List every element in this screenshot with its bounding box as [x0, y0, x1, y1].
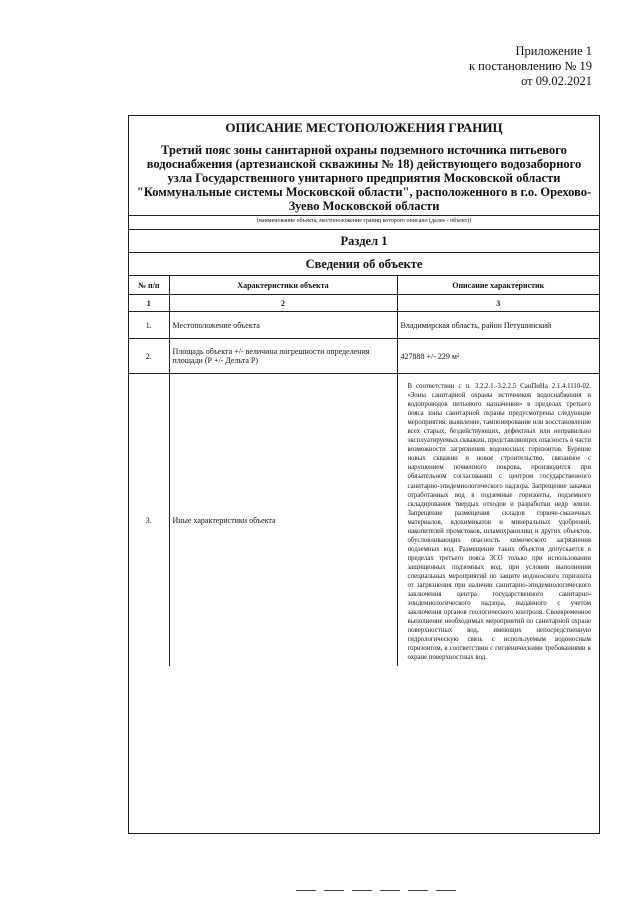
column-number: 2	[169, 295, 397, 312]
section-title: Раздел 1	[129, 229, 599, 252]
footer-dash	[380, 890, 400, 891]
footer-dash	[408, 890, 428, 891]
object-name: Третий пояс зоны санитарной охраны подземного источника питьевого водоснабжения (артезианской скважины № 18) действующего водозаборного узла Государственного унитарного предприятия Московской области "Коммунальные системы Московской области", расположенного в г.о. Орехово-Зуево Московской области	[136, 143, 592, 213]
object-table	[129, 275, 599, 666]
row-characteristic: Иные характеристики объекта	[169, 374, 397, 667]
footer-dash	[352, 890, 372, 891]
footer-dash	[436, 890, 456, 891]
header-description: Описание характеристик	[397, 276, 599, 295]
document-title: ОПИСАНИЕ МЕСТОПОЛОЖЕНИЯ ГРАНИЦ	[225, 120, 503, 135]
appendix-line-3: от 09.02.2021	[521, 74, 592, 88]
row-characteristic: Местоположение объекта	[169, 312, 397, 339]
heading-block	[135, 121, 593, 213]
column-number: 3	[397, 295, 599, 312]
object-note: (наименование объекта, местоположение границ которого описано (далее - объект))	[129, 215, 599, 225]
row-value: 427888 +/- 229 м²	[397, 339, 599, 374]
table-row	[129, 374, 599, 667]
row-number: 2.	[129, 339, 169, 374]
subsection-title: Сведения об объекте	[129, 252, 599, 275]
row-number: 1.	[129, 312, 169, 339]
footer-marks	[296, 878, 464, 881]
table-header-row	[129, 276, 599, 295]
column-number-row	[129, 295, 599, 312]
footer-dash	[296, 890, 316, 891]
row-value: Владимирская область, район Петушинский	[397, 312, 599, 339]
document-frame	[128, 115, 600, 834]
row-value-description: В соответствии с п. 3.2.2.1.-3.2.2.5 СанПиНа 2.1.4.1110-02. «Зоны санитарной охраны источников водоснабжения и водопроводов питьевого назначения» в пределах третьего пояса зоны санитарной охраны предусмотрены следующие мероприятия: выявление, тампонирование или восстановление всех старых, бездействующих, дефектных или неправильно эксплуатируемых скважин, представляющих опасность в части возможности загрязнения водоносных горизонтов. Бурение новых скважин и новое строительство, связанное с нарушением почвенного покрова, производится при обязательном согласовании с центром государственного санитарно-эпидемиологического надзора. Запрещение закачки отработанных вод в подземные горизонты, подземного складирования твердых отходов и разработки недр земли. Запрещение размещения складов горюче-смазочных материалов, ядохимикатов и минеральных удобрений, накопителей промстоков, шламохранилищ и других объектов, обусловливающих опасность химического загрязнения подземных вод. Размещение таких объектов допускается в пределах третьего пояса ЗСО только при использовании защищенных подземных вод, при условии выполнения специальных мероприятий по защите водоносного горизонта от загрязнения при наличии санитарно-эпидемиологического заключения центра государственного санитарно-эпидемиологического надзора, выданного с учетом заключения органов геологического контроля. Своевременное выполнение необходимых мероприятий по санитарной охране поверхностных вод, имеющих непосредственную гидрологическую связь с используемым водоносным горизонтом, в соответствии с гигиеническими требованиями к охране поверхностных вод.	[397, 374, 599, 667]
column-number: 1	[129, 295, 169, 312]
appendix-line-2: к постановлению № 19	[468, 59, 592, 73]
table-row	[129, 312, 599, 339]
row-number: 3.	[129, 374, 169, 667]
table-row	[129, 339, 599, 374]
appendix-header	[469, 44, 592, 89]
appendix-line-1: Приложение 1	[515, 44, 592, 58]
row-characteristic: Площадь объекта +/- величина погрешности определения площади (Р +/- Дельта Р)	[169, 339, 397, 374]
footer-dash	[324, 890, 344, 891]
header-num: № п/п	[129, 276, 169, 295]
header-characteristic: Характеристики объекта	[169, 276, 397, 295]
